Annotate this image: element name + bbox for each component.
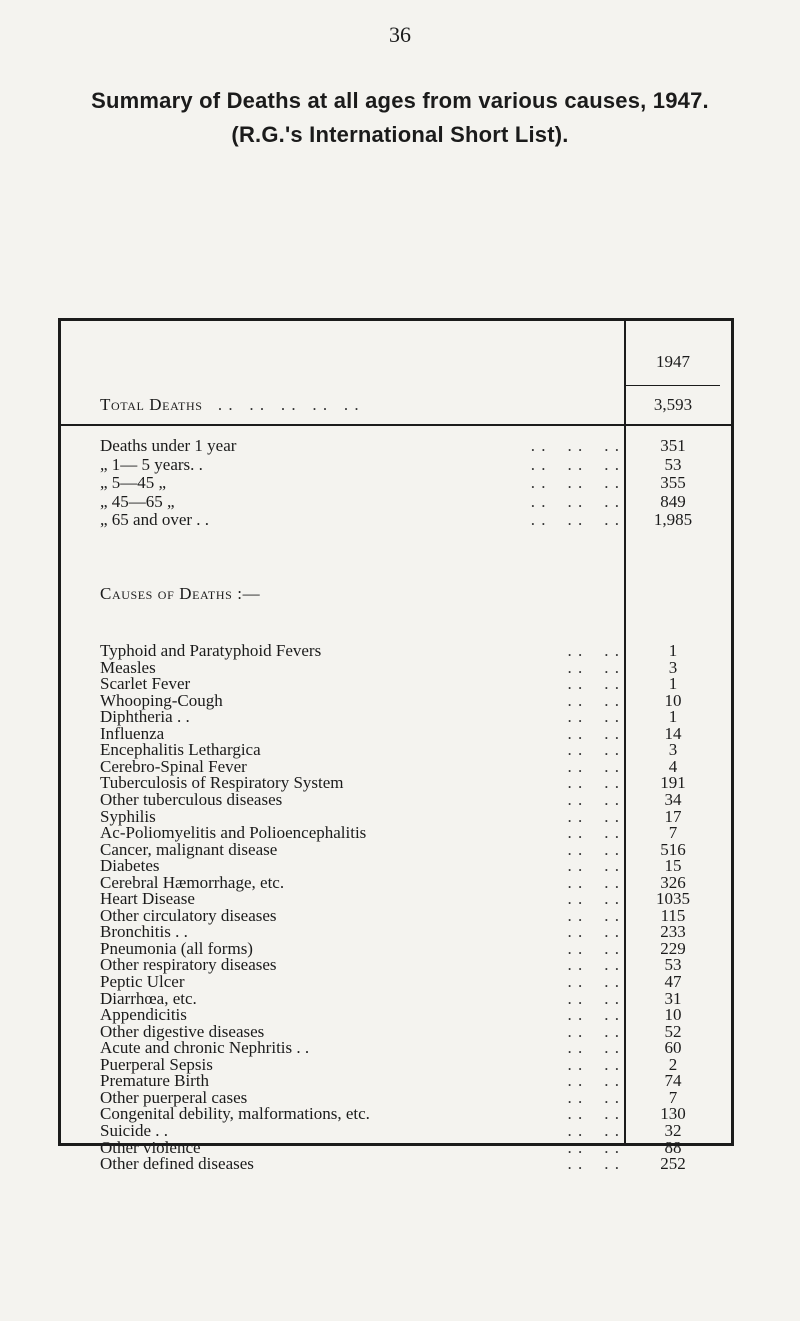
- leader-dots: . . . . . .: [530, 510, 620, 529]
- table-row: [100, 841, 620, 859]
- row-label: Cerebro-Spinal Fever: [100, 756, 247, 776]
- leader-dots: . . . .: [567, 657, 620, 677]
- row-value: 17: [664, 806, 682, 826]
- row-value: 74: [664, 1071, 682, 1091]
- row-value: 233: [660, 922, 686, 942]
- page-number: 36: [389, 22, 411, 47]
- leader-dots: . . . .: [567, 1104, 620, 1124]
- row-label: „ 1— 5 years. .: [100, 454, 203, 474]
- row-value: 1035: [656, 889, 690, 909]
- row-label: Appendicitis: [100, 1005, 187, 1025]
- row-value: 10: [664, 690, 682, 710]
- row-value: 351: [660, 436, 686, 455]
- row-value: 326: [660, 872, 686, 892]
- row-value: 88: [664, 1137, 682, 1157]
- row-value: 47: [664, 972, 682, 991]
- leader-dots: . . . .: [567, 1054, 620, 1074]
- row-value: 15: [664, 856, 682, 876]
- table-row: [100, 708, 620, 726]
- row-label: Syphilis: [100, 806, 156, 826]
- table-row: [100, 1105, 620, 1123]
- row-label: Scarlet Fever: [100, 674, 191, 694]
- row-label: Other violence: [100, 1137, 201, 1157]
- leader-dots: . . . .: [567, 1154, 620, 1174]
- table-row: [100, 642, 620, 660]
- row-label: Ac-Poliomyelitis and Polioencephalitis: [100, 823, 367, 843]
- leader-dots: . . . .: [567, 1005, 620, 1025]
- row-value: 355: [660, 473, 686, 492]
- row-value: 1,985: [653, 510, 693, 529]
- leader-dots: . . . .: [567, 1038, 620, 1058]
- row-value: 32: [664, 1120, 682, 1140]
- leader-dots: . . . .: [567, 972, 620, 991]
- year-column-header: 1947: [656, 352, 690, 371]
- table-row: [100, 437, 620, 455]
- table-row: [100, 474, 620, 492]
- leader-dots: . . . . . .: [530, 436, 620, 455]
- row-label: Heart Disease: [100, 889, 195, 909]
- total-deaths-text: Total Deaths: [100, 395, 203, 414]
- title-line-1: Summary of Deaths at all ages from various causes, 1947.: [91, 88, 709, 113]
- row-value: 1: [668, 674, 678, 694]
- title-line-2: (R.G.'s International Short List).: [231, 122, 569, 147]
- row-value: 3: [668, 740, 678, 760]
- header-divider: [626, 385, 720, 386]
- leader-dots: . . . .: [567, 1087, 620, 1107]
- leader-dots: . . . .: [567, 955, 620, 975]
- leader-dots: . . . .: [567, 1120, 620, 1140]
- row-label: „ 45—65 „: [100, 491, 175, 511]
- leader-dots: . . . .: [567, 690, 620, 710]
- table-row: [100, 511, 620, 529]
- row-value: 7: [668, 1087, 678, 1107]
- row-label: Diabetes: [100, 856, 160, 876]
- row-value: 1: [668, 707, 678, 727]
- row-label: Influenza: [100, 723, 165, 743]
- row-label: Deaths under 1 year: [100, 436, 237, 455]
- row-value: 53: [664, 955, 682, 975]
- leader-dots: . . . .: [567, 641, 620, 660]
- row-value: 10: [664, 1005, 682, 1025]
- row-value: 229: [660, 938, 686, 958]
- page-title: [0, 84, 800, 152]
- leader-dots: . . . .: [567, 707, 620, 727]
- leader-dots: . . . .: [567, 823, 620, 843]
- total-divider: [58, 424, 734, 426]
- leader-dots: . . . .: [567, 922, 620, 942]
- row-label: „ 5—45 „: [100, 473, 167, 492]
- table-row: [100, 493, 620, 511]
- leader-dots: . . . .: [567, 723, 620, 743]
- total-deaths-label: [100, 395, 360, 415]
- leader-dots: . . . .: [567, 938, 620, 958]
- row-label: Acute and chronic Nephritis . .: [100, 1038, 310, 1058]
- row-label: Diarrhœa, etc.: [100, 988, 197, 1008]
- leader-dots: . . . .: [567, 856, 620, 876]
- row-value: 191: [660, 773, 686, 793]
- row-label: Suicide . .: [100, 1120, 168, 1140]
- leader-dots: . . . .: [567, 756, 620, 776]
- leader-dots: . . . .: [567, 789, 620, 809]
- row-label: „ 65 and over . .: [100, 510, 210, 529]
- row-label: Pneumonia (all forms): [100, 938, 253, 958]
- row-value: 53: [664, 454, 682, 474]
- row-value: 34: [664, 789, 682, 809]
- row-label: Tuberculosis of Respiratory System: [100, 773, 344, 793]
- row-value: 516: [660, 839, 686, 859]
- row-label: Puerperal Sepsis: [100, 1054, 213, 1074]
- leader-dots: . . . .: [567, 889, 620, 909]
- row-value: 252: [660, 1154, 686, 1174]
- total-deaths-value: 3,593: [653, 395, 693, 414]
- row-label: Other puerperal cases: [100, 1087, 248, 1107]
- row-value: 60: [664, 1038, 682, 1058]
- leader-dots: . . . . . .: [530, 473, 620, 492]
- leader-dots: . . . .: [567, 773, 620, 793]
- leader-dots: . . . .: [567, 1071, 620, 1091]
- leader-dots: . . . .: [567, 905, 620, 925]
- row-label: Diphtheria . .: [100, 707, 190, 727]
- row-value: 52: [664, 1021, 682, 1041]
- leader-dots: . . . . . . . . . .: [207, 395, 360, 414]
- row-label: Congenital debility, malformations, etc.: [100, 1104, 370, 1124]
- row-label: Other digestive diseases: [100, 1021, 265, 1041]
- table-row: [100, 791, 620, 809]
- row-label: Cerebral Hæmorrhage, etc.: [100, 872, 285, 892]
- leader-dots: . . . .: [567, 806, 620, 826]
- row-label: Other defined diseases: [100, 1154, 254, 1174]
- table-row: [100, 456, 620, 474]
- table-row: [100, 1155, 620, 1173]
- row-value: 1: [668, 641, 678, 660]
- row-value: 115: [660, 905, 686, 925]
- row-label: Measles: [100, 657, 156, 677]
- leader-dots: . . . .: [567, 1137, 620, 1157]
- row-value: 4: [668, 756, 678, 776]
- row-label: Whooping-Cough: [100, 690, 223, 710]
- row-value: 130: [660, 1104, 686, 1124]
- row-label: Encephalitis Lethargica: [100, 740, 261, 760]
- row-value: 2: [668, 1054, 678, 1074]
- leader-dots: . . . .: [567, 839, 620, 859]
- row-value: 3: [668, 657, 678, 677]
- row-value: 31: [664, 988, 682, 1008]
- leader-dots: . . . .: [567, 740, 620, 760]
- leader-dots: . . . . . .: [530, 454, 620, 474]
- row-label: Other tuberculous diseases: [100, 789, 283, 809]
- leader-dots: . . . .: [567, 674, 620, 694]
- leader-dots: . . . . . .: [530, 491, 620, 511]
- row-label: Typhoid and Paratyphoid Fevers: [100, 641, 322, 660]
- row-label: Peptic Ulcer: [100, 972, 185, 991]
- row-label: Other circulatory diseases: [100, 905, 277, 925]
- row-label: Other respiratory diseases: [100, 955, 277, 975]
- leader-dots: . . . .: [567, 872, 620, 892]
- leader-dots: . . . .: [567, 1021, 620, 1041]
- row-label: Cancer, malignant disease: [100, 839, 278, 859]
- row-value: 14: [664, 723, 682, 743]
- row-label: Premature Birth: [100, 1071, 210, 1091]
- row-label: Bronchitis . .: [100, 922, 188, 942]
- row-value: 7: [668, 823, 678, 843]
- leader-dots: . . . .: [567, 988, 620, 1008]
- causes-heading: Causes of Deaths :—: [100, 584, 261, 603]
- row-value: 849: [660, 491, 686, 511]
